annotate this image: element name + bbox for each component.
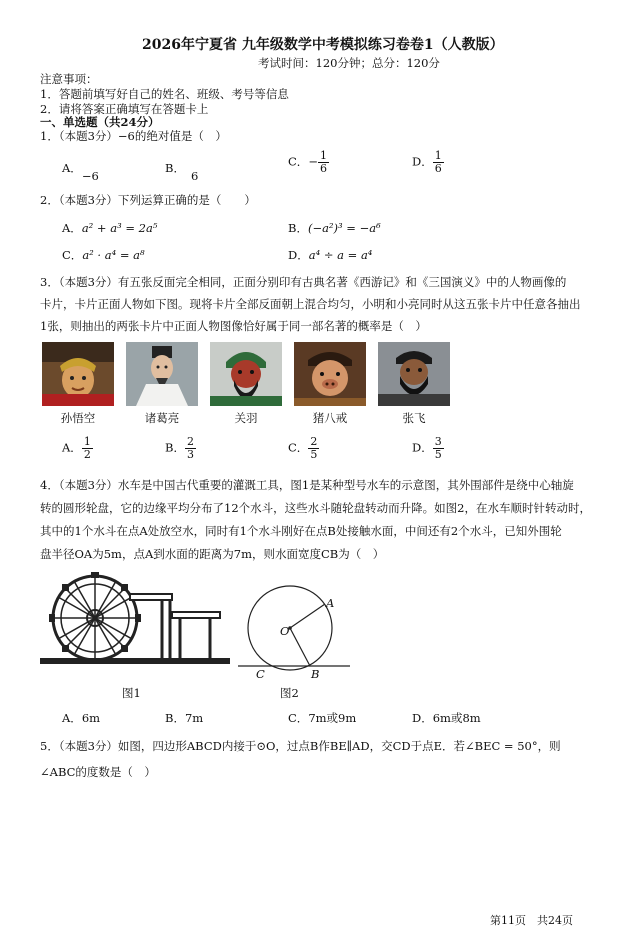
option-label: A． [62,161,82,175]
question-4-line: 盘半径OA为5m，点A到水面的距离为7m，则水面宽度CB为（ ） [40,547,385,561]
point-label-o: O [280,624,290,638]
option-sign: − [308,154,318,169]
fraction-numerator: 1 [434,149,442,162]
fraction-denominator: 2 [83,448,91,462]
portrait-zhu-bajie [294,342,366,406]
fraction-denominator: 5 [434,448,442,462]
question-4-line: 转的圆形轮盘，它的边缘平均分布了12个水斗，这些水斗随轮盘转动而升降。如图2，在水车顺时针转动时， [40,501,591,515]
option-label: A． [62,711,82,725]
q2-option-d [288,247,372,263]
option-label: D． [412,154,433,169]
portrait-zhang-fei [378,342,450,406]
fraction-numerator: 2 [310,435,318,448]
exam-info: 考试时间：120分钟；总分：120分 [258,56,440,70]
question-4-line: 其中的1个水斗在点A处放空水，同时有1个水斗刚好在点B处接触水面，中间还有2个水斗，已知外围轮 [40,524,562,538]
figure-caption: 关羽 [234,411,258,425]
option-label: B． [165,440,185,455]
option-label: B． [165,161,185,175]
option-value: 6m [81,711,101,725]
q3-option-c [288,436,319,461]
question-2-stem: 2．（本题3分）下列运算正确的是（ ） [40,193,256,207]
q4-option-d [412,710,481,726]
question-5-line: ∠ABC的度数是（ ） [40,765,156,779]
option-value: 7m [184,711,204,725]
point-label-a: A [326,596,335,610]
q2-option-a [62,220,157,236]
option-value: 6m或8m [432,711,481,725]
fraction-numerator: 1 [83,435,91,448]
option-label: A． [62,440,82,455]
figure-1-caption: 图1 [122,686,141,700]
q3-option-b [165,436,196,461]
figure-caption: 张飞 [402,411,426,425]
portrait-guan-yu [210,342,282,406]
portrait-sun-wukong [42,342,114,406]
fraction-denominator: 3 [186,448,194,462]
page-title: 2026年宁夏省 九年级数学中考模拟练习卷卷1（人教版） [142,37,504,53]
option-value: a² · a⁴ = a⁸ [82,248,145,262]
figure-caption: 猪八戒 [312,411,348,425]
option-label: A． [62,221,82,235]
portrait-zhuge-liang [126,342,198,406]
q2-option-c [62,247,145,263]
water-wheel-figure [40,568,230,673]
figure-2-caption: 图2 [280,686,299,700]
note-item: 1．答题前填写好自己的姓名、班级、考号等信息 [40,87,289,101]
figure-caption: 诸葛亮 [144,411,180,425]
question-5-line: 5．（本题3分）如图，四边形ABCD内接于⊙O，过点B作BE∥AD，交CD于点E．若∠BEC = 50°，则 [40,739,561,753]
option-label: C． [62,248,83,262]
q3-option-d [412,436,444,461]
fraction-denominator: 6 [319,162,327,176]
question-3-line: 1张，则抽出的两张卡片中正面人物图像恰好属于同一部名著的概率是（ ） [40,319,427,333]
q2-option-b [288,220,381,236]
option-value: (−a²)³ = −a⁶ [307,221,381,235]
option-value: a² + a³ = 2a⁵ [81,221,158,235]
section-heading: 一、单选题（共24分） [40,115,160,129]
option-label: D． [412,711,433,725]
option-label: C． [288,711,309,725]
option-label: C． [288,154,309,169]
option-value: 7m或9m [308,711,357,725]
option-label: B． [288,221,308,235]
figure-caption: 孙悟空 [60,411,96,425]
fraction-numerator: 2 [186,435,194,448]
question-3-line: 卡片，卡片正面人物如下图。现将卡片全部反面朝上混合均匀，小明和小亮同时从这五张卡片中任意各抽出 [40,297,581,311]
q4-option-c [288,710,356,726]
fraction-denominator: 6 [434,162,442,176]
fraction-numerator: 1 [319,149,327,162]
option-value: 6 [190,169,199,183]
page-number: 第11页 共24页 [490,914,573,927]
option-value: a⁴ ÷ a = a⁴ [308,248,373,262]
q4-option-b [165,710,203,726]
option-label: D． [412,440,433,455]
q1-option-d [412,150,444,175]
note-item: 2．请将答案正确填写在答题卡上 [40,102,209,116]
option-label: B． [165,711,185,725]
notes-heading: 注意事项： [40,72,98,86]
q3-option-a [62,436,93,461]
question-1-stem: 1．（本题3分）−6的绝对值是（ ） [40,129,227,143]
option-value: −6 [81,169,99,183]
q1-option-c [288,150,329,175]
option-label: C． [288,440,309,455]
fraction-denominator: 5 [310,448,318,462]
fraction-numerator: 3 [434,435,442,448]
point-label-c: C [256,667,265,681]
question-3-line: 3．（本题3分）有五张反面完全相同，正面分别印有古典名著《西游记》和《三国演义》中的人物画像的 [40,275,567,289]
question-4-line: 4．（本题3分）水车是中国古代重要的灌溉工具，图1是某种型号水车的示意图，其外围部件是绕中心轴旋 [40,478,574,492]
point-label-b: B [311,667,320,681]
q4-option-a [62,710,100,726]
option-label: D． [288,248,309,262]
q1-option-a [62,160,99,183]
q1-option-b [165,160,199,183]
